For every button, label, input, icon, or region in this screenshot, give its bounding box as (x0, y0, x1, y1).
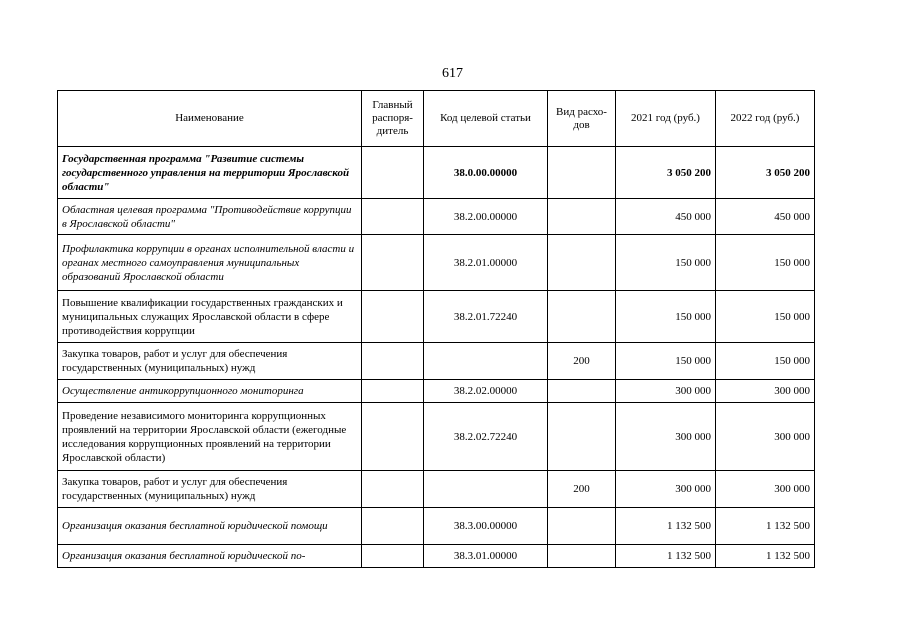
table-row (58, 235, 815, 291)
row-2021: 300 000 (616, 403, 716, 471)
row-code: 38.3.01.00000 (424, 545, 548, 568)
row-2021: 450 000 (616, 199, 716, 235)
table-row (58, 471, 815, 508)
page-number: 617 (442, 66, 463, 81)
table-row (58, 545, 815, 568)
row-2021: 3 050 200 (616, 147, 716, 199)
row-vid (548, 147, 616, 199)
row-vid: 200 (548, 471, 616, 508)
row-2022: 1 132 500 (716, 545, 815, 568)
row-name: Областная целевая программа "Противодействие коррупции в Ярославской области" (58, 199, 362, 235)
row-2021: 1 132 500 (616, 545, 716, 568)
row-glav (362, 545, 424, 568)
row-code (424, 343, 548, 380)
row-code: 38.2.02.00000 (424, 380, 548, 403)
row-2022: 3 050 200 (716, 147, 815, 199)
row-name: Организация оказания бесплатной юридической по- (58, 545, 362, 568)
row-2022: 150 000 (716, 291, 815, 343)
row-2021: 150 000 (616, 291, 716, 343)
table-row (58, 147, 815, 199)
header-glav: Главный распоря-дитель (362, 91, 424, 147)
row-vid (548, 235, 616, 291)
row-name: Профилактика коррупции в органах исполнительной власти и органах местного самоуправления муниципальных образований Ярославской области (58, 235, 362, 291)
row-2022: 300 000 (716, 471, 815, 508)
row-2022: 150 000 (716, 235, 815, 291)
row-glav (362, 147, 424, 199)
row-code: 38.2.01.00000 (424, 235, 548, 291)
row-code (424, 471, 548, 508)
row-2022: 150 000 (716, 343, 815, 380)
row-code: 38.2.02.72240 (424, 403, 548, 471)
row-2022: 300 000 (716, 403, 815, 471)
row-glav (362, 199, 424, 235)
row-name: Повышение квалификации государственных гражданских и муниципальных служащих Ярославской области в сфере противодействия коррупции (58, 291, 362, 343)
row-vid (548, 403, 616, 471)
row-name: Проведение независимого мониторинга коррупционных проявлений на территории Ярославской области (ежегодные исследования коррупционных проявлений на территории Ярославской области) (58, 403, 362, 471)
row-glav (362, 380, 424, 403)
row-vid (548, 291, 616, 343)
table-row (58, 380, 815, 403)
row-name: Закупка товаров, работ и услуг для обеспечения государственных (муниципальных) нужд (58, 343, 362, 380)
row-code: 38.0.00.00000 (424, 147, 548, 199)
row-2021: 300 000 (616, 380, 716, 403)
row-name: Закупка товаров, работ и услуг для обеспечения государственных (муниципальных) нужд (58, 471, 362, 508)
row-2021: 1 132 500 (616, 508, 716, 545)
row-name: Государственная программа "Развитие системы государственного управления на территории Ярославской области" (58, 147, 362, 199)
row-code: 38.2.01.72240 (424, 291, 548, 343)
row-name: Осуществление антикоррупционного мониторинга (58, 380, 362, 403)
row-glav (362, 508, 424, 545)
row-2021: 300 000 (616, 471, 716, 508)
row-2022: 1 132 500 (716, 508, 815, 545)
header-vid: Вид расхо-дов (548, 91, 616, 147)
row-glav (362, 343, 424, 380)
row-glav (362, 403, 424, 471)
header-2022: 2022 год (руб.) (716, 91, 815, 147)
row-glav (362, 471, 424, 508)
row-code: 38.3.00.00000 (424, 508, 548, 545)
row-2022: 300 000 (716, 380, 815, 403)
header-name: Наименование (58, 91, 362, 147)
row-2021: 150 000 (616, 343, 716, 380)
row-vid: 200 (548, 343, 616, 380)
header-2021: 2021 год (руб.) (616, 91, 716, 147)
table-header-row (58, 91, 815, 147)
row-2021: 150 000 (616, 235, 716, 291)
row-glav (362, 235, 424, 291)
table-row (58, 199, 815, 235)
row-vid (548, 380, 616, 403)
row-vid (548, 508, 616, 545)
row-vid (548, 545, 616, 568)
table-row (58, 343, 815, 380)
table-row (58, 403, 815, 471)
header-code: Код целевой статьи (424, 91, 548, 147)
table-row (58, 508, 815, 545)
row-name: Организация оказания бесплатной юридической помощи (58, 508, 362, 545)
row-2022: 450 000 (716, 199, 815, 235)
budget-table (57, 90, 815, 568)
row-glav (362, 291, 424, 343)
row-vid (548, 199, 616, 235)
table-row (58, 291, 815, 343)
row-code: 38.2.00.00000 (424, 199, 548, 235)
